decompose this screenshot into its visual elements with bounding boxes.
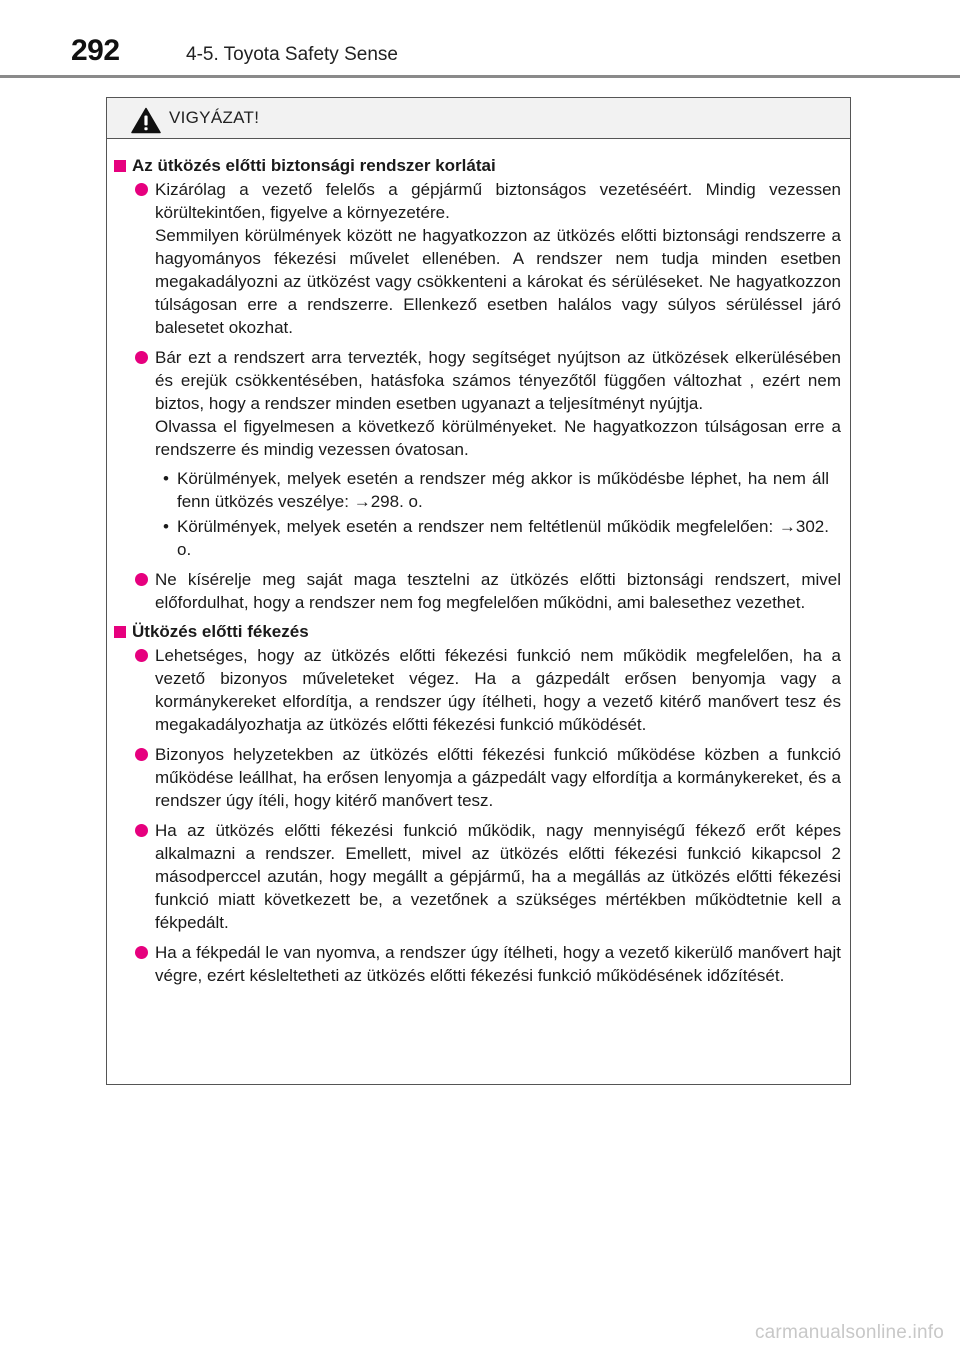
bullet-content bbox=[155, 743, 841, 812]
bullet-paragraph: Olvassa el figyelmesen a következő körülményeket. Ne hagyatkozzon túlságosan erre a rendszerre és mindig vezessen óvatosan. bbox=[155, 417, 841, 459]
bullet-content bbox=[155, 819, 841, 934]
bullet-paragraph: Ne kísérelje meg saját maga tesztelni az ütközés előtti biztonsági rendszert, mivel előfordulhat, hogy a rendszer nem fog megfelelően működni, ami balesethez vezethet. bbox=[155, 570, 841, 612]
small-bullet-icon: • bbox=[163, 469, 169, 488]
square-bullet-icon bbox=[114, 160, 126, 172]
caution-header bbox=[107, 98, 850, 139]
subsection-heading-text: Az ütközés előtti biztonsági rendszer korlátai bbox=[132, 156, 496, 175]
bullet-item bbox=[135, 178, 841, 339]
bullet-item bbox=[135, 941, 841, 987]
caution-subsection bbox=[114, 155, 841, 614]
caution-title: VIGYÁZAT! bbox=[169, 108, 260, 127]
sub-list-text: Körülmények, melyek esetén a rendszer nem feltétlenül működik megfelelően: →302. o. bbox=[177, 517, 829, 559]
bullet-item bbox=[135, 743, 841, 812]
bullet-paragraph: Ha az ütközés előtti fékezési funkció működik, nagy mennyiségű fékező erőt képes alkalmazni a rendszer. Emellett, mivel az ütközés előtti fékezési funkció kikapcsol 2 másodperccel azután, hogy megállt a gépjármű, ha a megállás az ütközés előtti fékezési funkció miatt következett be, a vezetőnek a szükséges mértékben működtetnie kell a fékpedált. bbox=[155, 821, 841, 932]
round-bullet-icon bbox=[135, 649, 148, 662]
bullet-paragraph: Ha a fékpedál le van nyomva, a rendszer úgy ítélheti, hogy a vezető kikerülő manővert hajt végre, ezért késleltetheti az ütközés előtti fékezési funkció működésének időzítését. bbox=[155, 943, 841, 985]
subsection-heading-text: Ütközés előtti fékezés bbox=[132, 622, 309, 641]
square-bullet-icon bbox=[114, 626, 126, 638]
warning-triangle-icon bbox=[131, 107, 161, 134]
caution-box bbox=[106, 97, 851, 1085]
round-bullet-icon bbox=[135, 946, 148, 959]
bullet-paragraph: Semmilyen körülmények között ne hagyatkozzon az ütközés előtti biztonsági rendszerre a hagyományos fékezési művelet ellenében. A rendszer nem tudja minden esetben megakadályozni az ütközést vagy csökkenteni a károkat és sérüléseket. Ne hagyatkozzon túlságosan erre a rendszerre. Ellenkező esetben halálos vagy súlyos sérüléssel járó balesetet okozhat. bbox=[155, 226, 841, 337]
round-bullet-icon bbox=[135, 183, 148, 196]
bullet-item bbox=[135, 644, 841, 736]
sub-list-text: Körülmények, melyek esetén a rendszer még akkor is működésbe léphet, ha nem áll fenn ütközés veszélye: →298. o. bbox=[177, 469, 829, 511]
watermark: carmanualsonline.info bbox=[754, 1322, 944, 1343]
page-number: 292 bbox=[71, 34, 120, 67]
caution-subsection bbox=[114, 621, 841, 987]
bullet-item bbox=[135, 819, 841, 934]
section-title: 4-5. Toyota Safety Sense bbox=[186, 44, 398, 65]
sub-list-item bbox=[155, 467, 841, 513]
subsection-heading bbox=[114, 155, 841, 177]
bullet-content bbox=[155, 644, 841, 736]
bullet-content bbox=[155, 178, 841, 339]
subsection-heading bbox=[114, 621, 841, 643]
header-rule bbox=[0, 75, 960, 78]
page-header bbox=[0, 0, 960, 80]
round-bullet-icon bbox=[135, 748, 148, 761]
bullet-content bbox=[155, 941, 841, 987]
bullet-content bbox=[155, 346, 841, 561]
round-bullet-icon bbox=[135, 351, 148, 364]
round-bullet-icon bbox=[135, 573, 148, 586]
bullet-item bbox=[135, 346, 841, 561]
bullet-content bbox=[155, 568, 841, 614]
bullet-paragraph: Kizárólag a vezető felelős a gépjármű biztonságos vezetéséért. Mindig vezessen körültekintően, figyelve a környezetére. bbox=[155, 180, 841, 222]
bullet-item bbox=[135, 568, 841, 614]
small-bullet-icon: • bbox=[163, 517, 169, 536]
bullet-paragraph: Lehetséges, hogy az ütközés előtti fékezési funkció nem működik megfelelően, ha a vezető bizonyos műveleteket végez. Ha a gázpedált erősen benyomja vagy a kormánykereket elfordítja, a rendszer úgy ítélheti, hogy a vezető kitérő manővert tesz és megakadályozhatja az ütközés előtti fékezési funkció működését. bbox=[155, 646, 841, 734]
round-bullet-icon bbox=[135, 824, 148, 837]
bullet-paragraph: Bizonyos helyzetekben az ütközés előtti fékezési funkció működése közben a funkció működése leállhat, ha erősen lenyomja a gázpedált vagy elfordítja a kormánykereket, és a rendszer úgy ítéli, hogy kitérő manővert tesz. bbox=[155, 745, 841, 810]
sub-list-item bbox=[155, 515, 841, 561]
bullet-paragraph: Bár ezt a rendszert arra tervezték, hogy segítséget nyújtson az ütközések elkerülésében és erejük csökkentésében, hatásfoka számos tényezőtől függően változhat , ezért nem biztos, hogy a rendszer minden esetben ugyanazt a teljesítményt nyújtja. bbox=[155, 348, 841, 413]
caution-body bbox=[107, 139, 850, 987]
